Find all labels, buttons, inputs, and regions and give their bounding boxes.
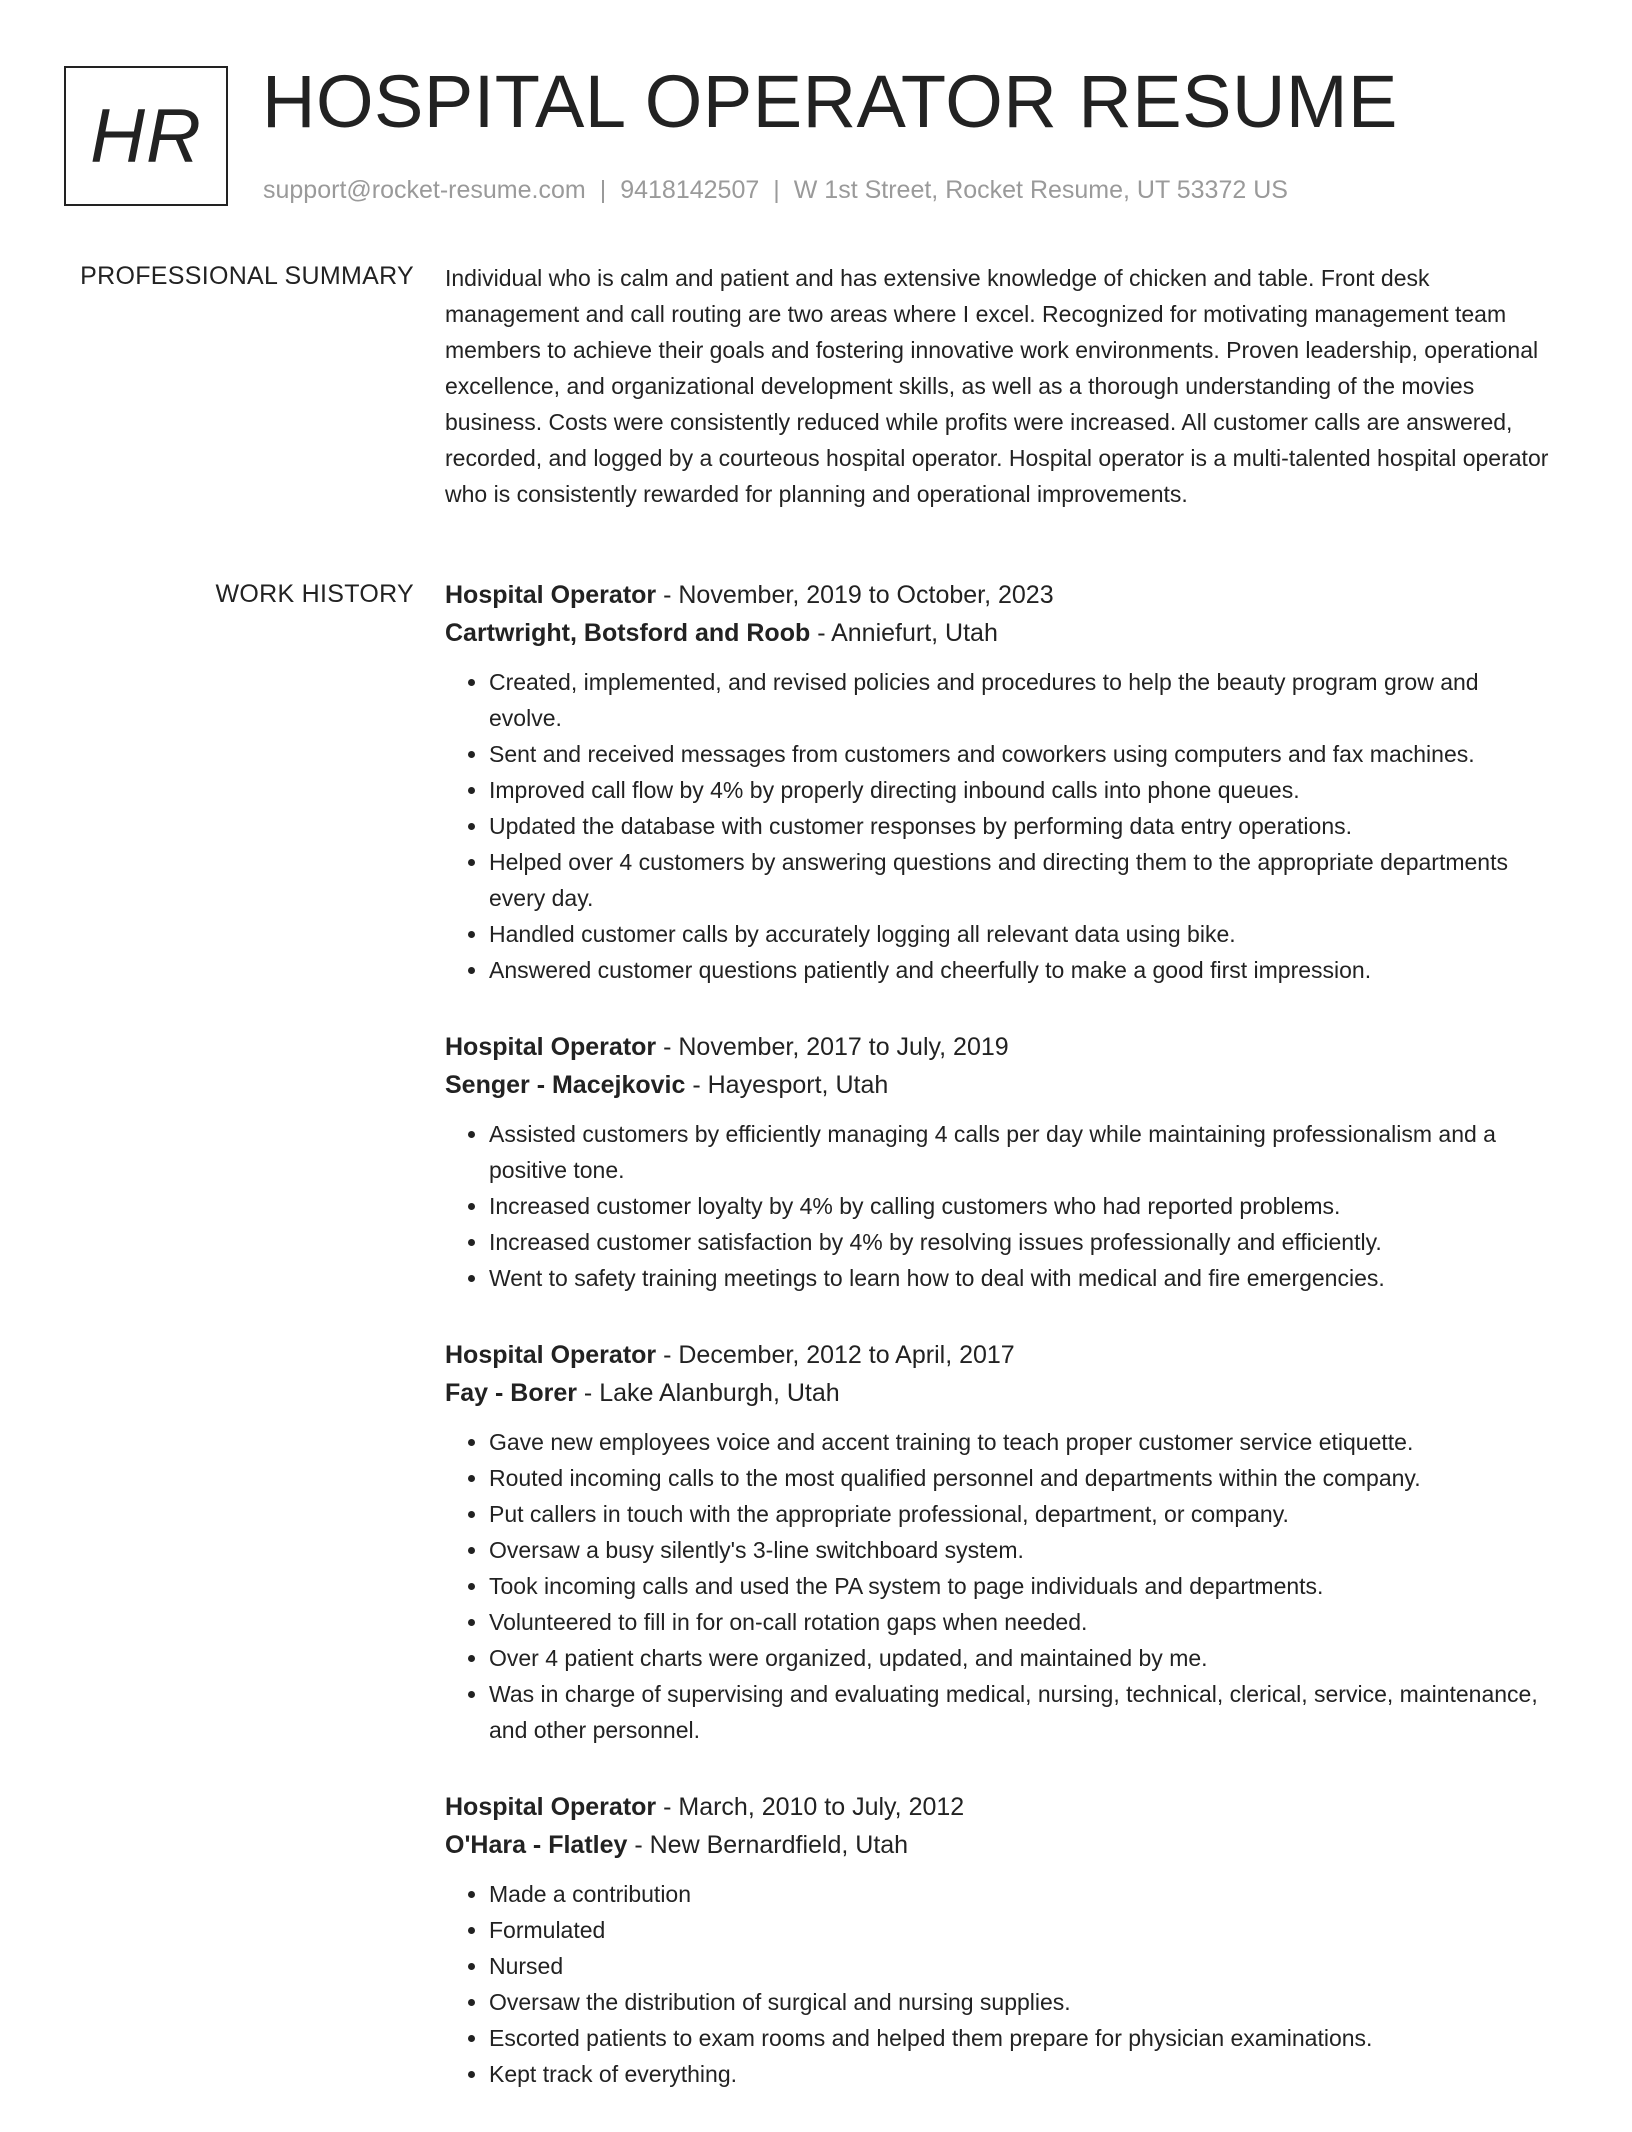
job-bullet: • Kept track of everything. bbox=[489, 2056, 1557, 2092]
job-bullet: • Went to safety training meetings to learn how to deal with medical and fire emergencies. bbox=[489, 1260, 1557, 1296]
job-bullet: • Made a contribution bbox=[489, 1876, 1557, 1912]
page-title: HOSPITAL OPERATOR RESUME bbox=[262, 60, 1398, 143]
job-company: Cartwright, Botsford and Roob bbox=[445, 619, 811, 647]
job-dates: - November, 2017 to July, 2019 bbox=[656, 1033, 1009, 1061]
job-title-line bbox=[445, 1028, 1557, 1066]
job-title: Hospital Operator bbox=[445, 1793, 657, 1821]
summary-body bbox=[445, 260, 1557, 512]
job-bullet: • Volunteered to fill in for on-call rotation gaps when needed. bbox=[489, 1604, 1557, 1640]
job-entry bbox=[445, 1028, 1557, 1296]
contact-phone: 9418142507 bbox=[620, 176, 760, 204]
job-dates: - March, 2010 to July, 2012 bbox=[656, 1793, 965, 1821]
job-entry bbox=[445, 1336, 1557, 1748]
job-bullet: • Formulated bbox=[489, 1912, 1557, 1948]
job-title-line bbox=[445, 1336, 1557, 1374]
contact-email: support@rocket-resume.com bbox=[263, 176, 586, 204]
job-title-line bbox=[445, 1788, 1557, 1826]
job-company-line bbox=[445, 1826, 1557, 1864]
job-title: Hospital Operator bbox=[445, 581, 657, 609]
job-bullet: • Increased customer loyalty by 4% by calling customers who had reported problems. bbox=[489, 1188, 1557, 1224]
job-bullet: • Was in charge of supervising and evaluating medical, nursing, technical, clerical, service, maintenance, and other personnel. bbox=[489, 1676, 1557, 1748]
monogram-logo: HR bbox=[64, 66, 228, 206]
job-bullet: • Assisted customers by efficiently managing 4 calls per day while maintaining professionalism and a positive tone. bbox=[489, 1116, 1557, 1188]
job-title: Hospital Operator bbox=[445, 1341, 657, 1369]
job-bullet: • Put callers in touch with the appropriate professional, department, or company. bbox=[489, 1496, 1557, 1532]
work-history-body bbox=[445, 576, 1557, 2132]
job-location: - Anniefurt, Utah bbox=[810, 619, 998, 647]
job-bullet: • Helped over 4 customers by answering questions and directing them to the appropriate departments every day. bbox=[489, 844, 1557, 916]
job-bullet: • Escorted patients to exam rooms and helped them prepare for physician examinations. bbox=[489, 2020, 1557, 2056]
job-dates: - December, 2012 to April, 2017 bbox=[656, 1341, 1015, 1369]
job-bullet: • Gave new employees voice and accent training to teach proper customer service etiquette. bbox=[489, 1424, 1557, 1460]
job-location: - New Bernardfield, Utah bbox=[627, 1831, 909, 1859]
job-bullet: • Over 4 patient charts were organized, updated, and maintained by me. bbox=[489, 1640, 1557, 1676]
job-bullet: • Oversaw a busy silently's 3-line switchboard system. bbox=[489, 1532, 1557, 1568]
job-title-line bbox=[445, 576, 1557, 614]
job-title: Hospital Operator bbox=[445, 1033, 657, 1061]
job-bullet: • Oversaw the distribution of surgical and nursing supplies. bbox=[489, 1984, 1557, 2020]
job-bullet: • Took incoming calls and used the PA system to page individuals and departments. bbox=[489, 1568, 1557, 1604]
job-dates: - November, 2019 to October, 2023 bbox=[656, 581, 1054, 609]
job-company-line bbox=[445, 614, 1557, 652]
job-bullet: • Created, implemented, and revised policies and procedures to help the beauty program grow and evolve. bbox=[489, 664, 1557, 736]
job-bullet-list bbox=[445, 1424, 1557, 1748]
job-location: - Hayesport, Utah bbox=[685, 1071, 889, 1099]
job-entry bbox=[445, 1788, 1557, 2092]
job-bullet: • Sent and received messages from customers and coworkers using computers and fax machines. bbox=[489, 736, 1557, 772]
contact-separator: | bbox=[599, 176, 607, 204]
contact-line bbox=[263, 174, 1288, 206]
job-company-line bbox=[445, 1374, 1557, 1412]
job-bullet: • Routed incoming calls to the most qualified personnel and departments within the company. bbox=[489, 1460, 1557, 1496]
job-bullet-list bbox=[445, 664, 1557, 988]
job-company: Senger - Macejkovic bbox=[445, 1071, 686, 1099]
job-bullet: • Increased customer satisfaction by 4% by resolving issues professionally and efficiently. bbox=[489, 1224, 1557, 1260]
job-company: O'Hara - Flatley bbox=[445, 1831, 628, 1859]
job-bullet: • Improved call flow by 4% by properly directing inbound calls into phone queues. bbox=[489, 772, 1557, 808]
job-entry bbox=[445, 576, 1557, 988]
summary-heading: PROFESSIONAL SUMMARY bbox=[80, 262, 414, 290]
job-bullet: • Nursed bbox=[489, 1948, 1557, 1984]
job-company: Fay - Borer bbox=[445, 1379, 577, 1407]
job-bullet: • Updated the database with customer responses by performing data entry operations. bbox=[489, 808, 1557, 844]
summary-text: Individual who is calm and patient and has extensive knowledge of chicken and table. Front desk management and call routing are two areas where I excel. Recognized for motivating management team members to achieve their goals and fostering innovative work environments. Proven leadership, operational excellence, and organizational development skills, as well as a thorough understanding of the movies business. Costs were consistently reduced while profits were increased. All customer calls are answered, recorded, and logged by a courteous hospital operator. Hospital operator is a multi-talented hospital operator who is consistently rewarded for planning and operational improvements. bbox=[445, 265, 1549, 507]
job-bullet-list bbox=[445, 1116, 1557, 1296]
work-history-heading: WORK HISTORY bbox=[215, 580, 414, 608]
job-bullet: • Answered customer questions patiently and cheerfully to make a good first impression. bbox=[489, 952, 1557, 988]
job-location: - Lake Alanburgh, Utah bbox=[576, 1379, 840, 1407]
job-bullet-list bbox=[445, 1876, 1557, 2092]
job-company-line bbox=[445, 1066, 1557, 1104]
job-bullet: • Handled customer calls by accurately logging all relevant data using bike. bbox=[489, 916, 1557, 952]
contact-separator: | bbox=[773, 176, 780, 204]
contact-address: W 1st Street, Rocket Resume, UT 53372 US bbox=[793, 176, 1288, 204]
